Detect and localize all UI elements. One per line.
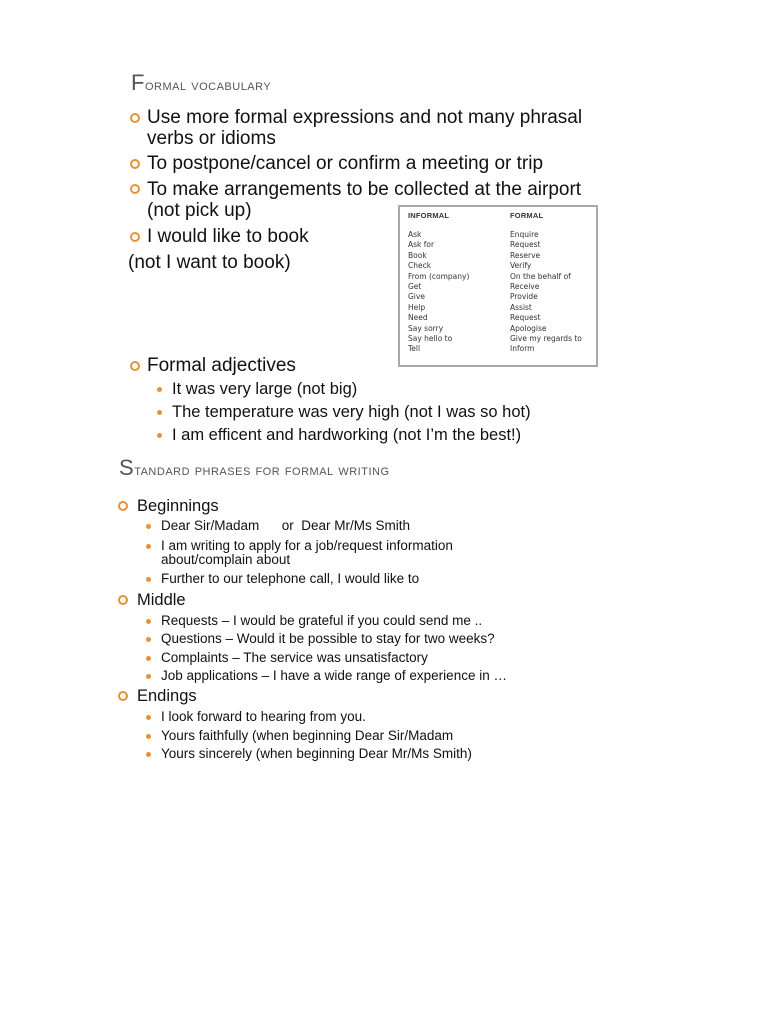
dot-bullet-icon <box>146 674 151 679</box>
ring-bullet-icon <box>130 159 140 169</box>
endings-title: Endings <box>137 687 197 705</box>
ending-phrase: Yours sincerely (when beginning Dear Mr/Ms Smith) <box>161 746 472 761</box>
dot-bullet-icon <box>146 752 151 757</box>
beginning-phrase: Dear Sir/Madam or Dear Mr/Ms Smith <box>161 518 411 533</box>
informal-cell: Ask <box>408 230 422 239</box>
beginning-phrase: about/complain about <box>161 552 291 567</box>
beginnings-title: Beginnings <box>137 497 219 515</box>
informal-cell: Ask for <box>408 240 435 250</box>
dot-bullet-icon <box>146 544 151 549</box>
informal-column <box>408 211 469 355</box>
point-text: (not I want to book) <box>128 252 291 273</box>
adjective-example: The temperature was very high (not I was so hot) <box>172 403 531 421</box>
point-text: To make arrangements to be collected at the airport <box>147 179 582 200</box>
beginning-phrase: Further to our telephone call, I would like to <box>161 571 420 586</box>
middle-phrase: Job applications – I have a wide range of experience in … <box>161 668 507 683</box>
adjective-example: It was very large (not big) <box>172 380 358 398</box>
beginning-phrase: I am writing to apply for a job/request information <box>161 538 453 553</box>
ring-bullet-icon <box>118 691 128 701</box>
ring-bullet-icon <box>118 501 128 511</box>
dot-bullet-icon <box>146 619 151 624</box>
dot-bullet-icon <box>146 715 151 720</box>
ring-bullet-icon <box>130 361 140 371</box>
ring-bullet-icon <box>130 113 140 123</box>
middle-phrase: Requests – I would be grateful if you could send me .. <box>161 613 483 628</box>
formal-header: FORMAL <box>510 211 544 220</box>
point-text: (not pick up) <box>147 200 252 221</box>
formal-cell: On the behalf of <box>510 271 571 281</box>
dot-bullet-icon <box>146 734 151 739</box>
ending-phrase: I look forward to hearing from you. <box>161 709 366 724</box>
adjectives-title: Formal adjectives <box>147 355 296 376</box>
formal-cell: Reserve <box>510 250 541 260</box>
middle-title: Middle <box>137 591 186 609</box>
dot-bullet-icon <box>146 656 151 661</box>
informal-cell: Check <box>408 261 432 271</box>
informal-header: INFORMAL <box>408 211 450 220</box>
informal-cell: Book <box>408 250 427 260</box>
formal-column <box>510 211 582 355</box>
informal-cell: Say hello to <box>408 334 453 344</box>
ending-phrase: Yours faithfully (when beginning Dear Sir/Madam <box>161 728 454 743</box>
formal-cell: Assist <box>510 302 532 312</box>
point-text: To postpone/cancel or confirm a meeting or trip <box>147 153 544 174</box>
point-text: I would like to book <box>147 226 309 247</box>
formal-cell: Enquire <box>510 230 539 239</box>
informal-cell: Say sorry <box>408 323 444 333</box>
dot-bullet-icon <box>157 433 162 438</box>
formal-vocabulary-heading: Formal vocabulary <box>131 70 272 95</box>
dot-bullet-icon <box>146 524 151 529</box>
point-text: verbs or idioms <box>147 128 276 149</box>
formal-cell: Apologise <box>510 323 547 333</box>
informal-cell: From (company) <box>408 271 470 281</box>
informal-cell: Tell <box>408 344 421 354</box>
dot-bullet-icon <box>146 637 151 642</box>
formal-cell: Request <box>510 313 541 323</box>
formal-cell: Provide <box>510 292 538 302</box>
ring-bullet-icon <box>130 184 140 194</box>
formal-cell: Receive <box>510 282 540 292</box>
middle-phrase: Complaints – The service was unsatisfactory <box>161 650 428 665</box>
point-text: Use more formal expressions and not many phrasal <box>147 107 583 128</box>
informal-cell: Give <box>408 292 425 302</box>
middle-phrase: Questions – Would it be possible to stay for two weeks? <box>161 631 495 646</box>
informal-cell: Help <box>408 302 426 312</box>
informal-cell: Get <box>408 282 422 292</box>
formal-cell: Verify <box>510 261 532 271</box>
formal-cell: Inform <box>510 344 535 354</box>
standard-phrases-heading: Standard phrases for formal writing <box>119 455 390 480</box>
ring-bullet-icon <box>118 595 128 605</box>
ring-bullet-icon <box>130 232 140 242</box>
informal-cell: Need <box>408 313 428 323</box>
formal-cell: Request <box>510 240 541 250</box>
dot-bullet-icon <box>157 387 162 392</box>
adjective-example: I am efficent and hardworking (not I’m the best!) <box>172 426 522 444</box>
formal-cell: Give my regards to <box>510 334 582 344</box>
dot-bullet-icon <box>157 410 162 415</box>
dot-bullet-icon <box>146 577 151 582</box>
vocabulary-table <box>398 205 598 367</box>
